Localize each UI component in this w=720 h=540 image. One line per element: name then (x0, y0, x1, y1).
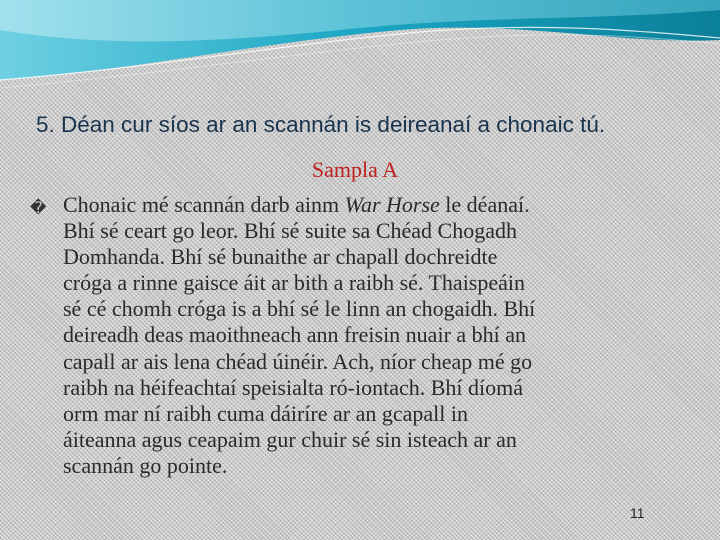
body-line: sé cé chomh cróga is a bhí sé le linn an chogaidh. Bhí (63, 296, 536, 322)
body-line: scannán go pointe. (63, 452, 228, 478)
body-line: áiteanna agus ceapaim gur chuir sé sin isteach ar an (63, 426, 517, 452)
body-line: Chonaic mé scannán darb ainm War Horse le déanaí. (63, 192, 530, 217)
decorative-wave (0, 0, 720, 110)
body-line: raibh na héifeachtaí speisialta ró-iontach. Bhí díomá (63, 374, 524, 400)
body-line: deireadh deas maoithneach ann freisin nuair a bhí an (63, 322, 527, 348)
body-line: capall ar ais lena chéad úinéir. Ach, níor cheap mé go (63, 348, 533, 374)
body-paragraph (63, 192, 713, 479)
slide-subtitle: Sampla A (311, 157, 399, 182)
body-line: Bhí sé ceart go leor. Bhí sé suite sa Chéad Chogadh (63, 218, 517, 244)
missing-glyph-bullet-icon: � (30, 198, 47, 217)
slide-heading: 5. Déan cur síos ar an scannán is deireanaí a chonaic tú. (36, 112, 606, 137)
body-line: cróga a rinne gaisce áit ar bith a raibh sé. Thaispeáin (63, 270, 526, 296)
body-line: Domhanda. Bhí sé bunaithe ar chapall dochreidte (63, 244, 498, 270)
body-line: orm mar ní raibh cuma dáiríre ar an gcapall in (63, 400, 468, 426)
slide-number: 11 (630, 505, 645, 521)
